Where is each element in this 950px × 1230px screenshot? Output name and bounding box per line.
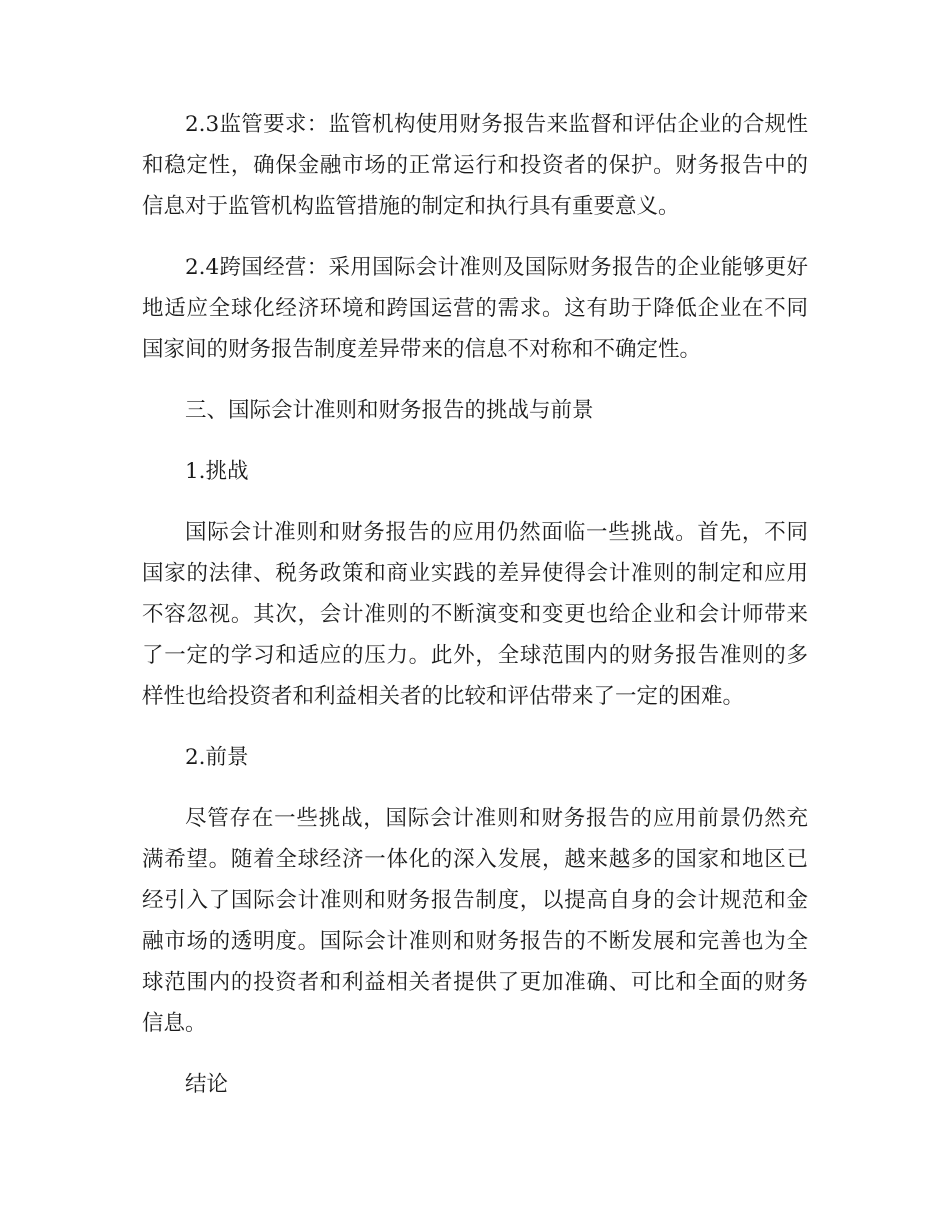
- paragraph-challenges: 国际会计准则和财务报告的应用仍然面临一些挑战。首先，不同国家的法律、税务政策和商业实践的差异使得会计准则的制定和应用不容忽视。其次，会计准则的不断演变和变更也给企业和会计师带来了一定的学习和适应的压力。此外，全球范围内的财务报告准则的多样性也给投资者和利益相关者的比较和评估带来了一定的困难。: [142, 520, 808, 709]
- subheading-challenges: 1.挑战: [185, 459, 249, 484]
- paragraph-prospects: 尽管存在一些挑战，国际会计准则和财务报告的应用前景仍然充满希望。随着全球经济一体化的深入发展，越来越多的国家和地区已经引入了国际会计准则和财务报告制度，以提高自身的会计规范和金融市场的透明度。国际会计准则和财务报告的不断发展和完善也为全球范围内的投资者和利益相关者提供了更加准确、可比和全面的财务信息。: [142, 806, 808, 1036]
- section-heading-challenges-and-prospects: 三、国际会计准则和财务报告的挑战与前景: [185, 398, 594, 423]
- heading-conclusion: 结论: [185, 1072, 229, 1097]
- paragraph-multinational-operations: 2.4跨国经营：采用国际会计准则及国际财务报告的企业能够更好地适应全球化经济环境和跨国运营的需求。这有助于降低企业在不同国家间的财务报告制度差异带来的信息不对称和不确定性。: [142, 255, 808, 362]
- paragraph-regulatory-requirements: 2.3监管要求：监管机构使用财务报告来监督和评估企业的合规性和稳定性，确保金融市场的正常运行和投资者的保护。财务报告中的信息对于监管机构监管措施的制定和执行具有重要意义。: [142, 112, 808, 219]
- document-body: [142, 104, 808, 1125]
- subheading-prospects: 2.前景: [185, 745, 249, 770]
